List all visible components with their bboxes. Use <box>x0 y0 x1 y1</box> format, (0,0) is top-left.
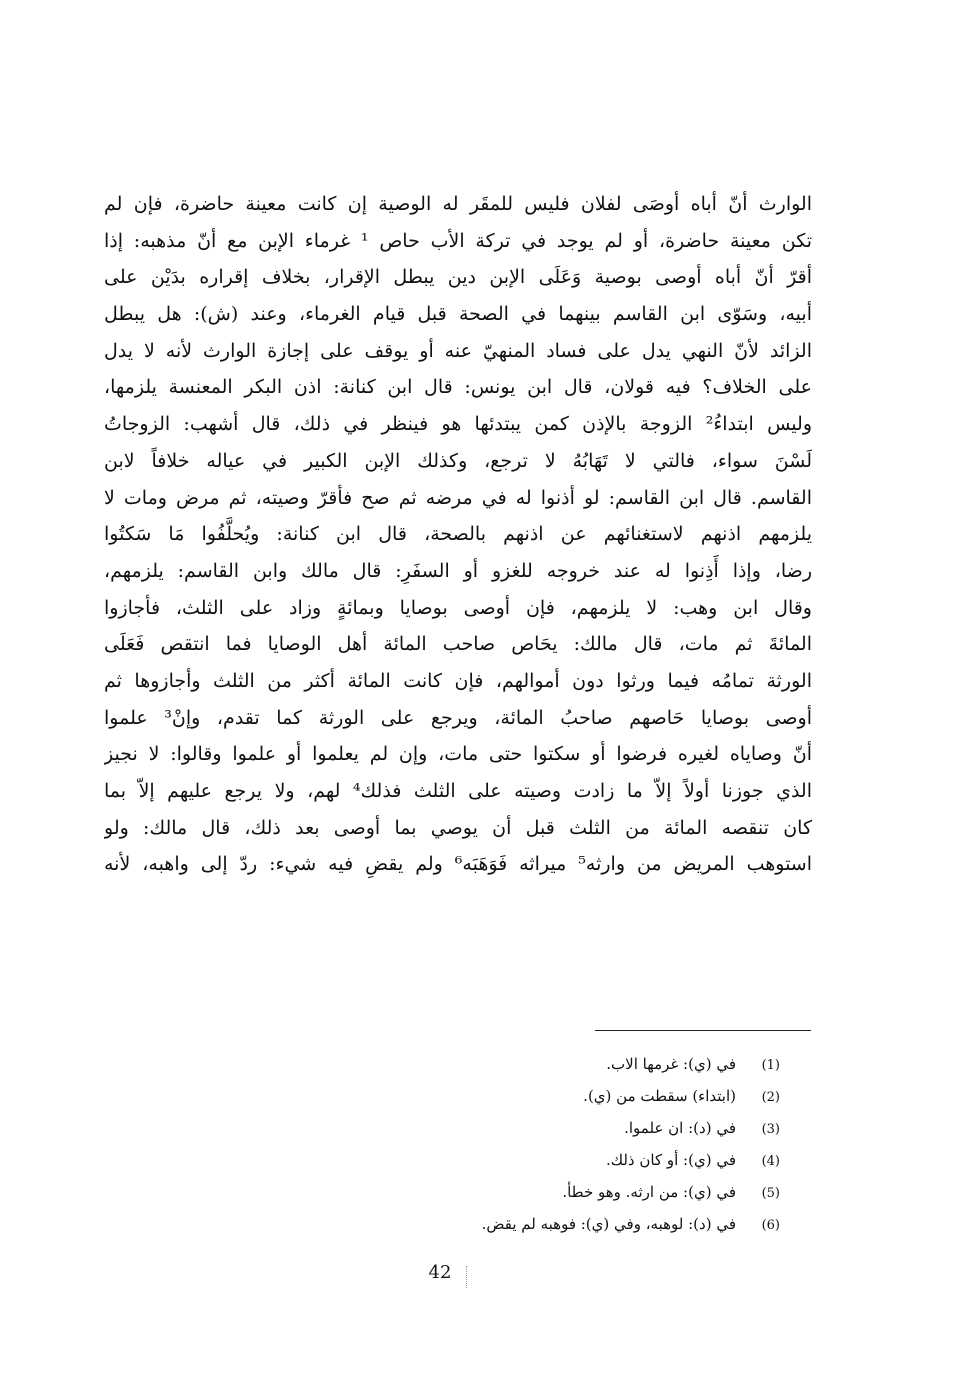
text-line: رضا، وإذا أَذِنوا له عند خروجه للغزو أو السفَرِ: قال مالك وابن القاسم: يلزمهم، <box>104 559 812 582</box>
footnote <box>380 1176 780 1208</box>
text-line: استوهب المريض من وارثه⁵ ميراثه فَوَهَبَه⁶ ولم يقضِ فيه شيء: ردّ إلى واهبه، لأنه <box>104 853 812 876</box>
text-line: أنّ وصاياه لغيره فرضوا أو سكتوا حتى مات، وإن لم يعلموا أو علموا وقالوا: لا نجيز <box>104 743 812 766</box>
text-line: المائةَ ثم مات، قال مالك: يحَاص صاحب المائة أهل الوصايا فما انتقص فَعَلَى <box>104 633 812 656</box>
footnote <box>380 1080 780 1112</box>
text-line: الذي جوزنا أولاً إلاّ ما زادت وصيته على الثلث فذلك⁴ لهم، ولا يرجع عليهم إلاّ بما <box>104 780 812 802</box>
footnote <box>380 1048 780 1080</box>
text-line: تكن معينة حاضرة، أو لم يوجد في تركة الأب حاص ¹ غرماء الإبن مع أنّ مذهبه: إذا <box>104 229 812 252</box>
text-line: يلزمهم اذنهم لاستغنائهم عن اذنهم بالصحة، قال ابن كنانة: ويُحلَّفُوا مَا سَكتُوا <box>104 523 812 546</box>
footnote-text: في (د): ان علموا. <box>624 1119 736 1137</box>
text-line: القاسم. قال ابن القاسم: لو أذنوا له في مرضه ثم صح فأقرّ وصيته، ثم مرض ومات لا <box>104 486 812 509</box>
footnote-number: (5) <box>761 1186 780 1201</box>
text-line: أقرّ أنّ أباه أوصى بوصية وَعَلَى الإبن دين يبطل الإقرار، بخلاف إقراره بدَيْن على <box>104 266 812 289</box>
text-line: وقال ابن وهب: لا يلزمهم، فإن أوصى بوصايا وبمائةٍ وزاد على الثلث، فأجازوا <box>104 596 812 619</box>
text-line: على الخلاف؟ فيه قولان، قال ابن يونس: قال ابن كنانة: اذن البكر المعنسة يلزمها، <box>104 376 812 399</box>
text-line: الوارث أنّ أباه أوصَى لفلان فليس للمقَر له الوصية إن كانت معينة حاضرة، فإن لم <box>104 193 812 215</box>
footnote-text: في (ي): غرمها الاب. <box>606 1055 736 1073</box>
footnote <box>380 1208 780 1240</box>
text-line: أبيه، وسَوّى ابن القاسم بينهما في الصحة قبل قيام الغرماء، وعند (ش): هل يبطل <box>104 303 812 326</box>
footnote-number: (4) <box>761 1154 780 1169</box>
footnote <box>380 1112 780 1144</box>
footnote-text: (ابتداء) سقطت من (ي). <box>583 1087 736 1105</box>
text-line: أوصى بوصايا حَاصهم صاحبُ المائة، ويرجع على الورثة كما تقدم، وإنْ³ علموا <box>104 706 812 729</box>
footnote-divider <box>595 1030 811 1031</box>
footnote-text: في (ي): أو كان ذلك. <box>605 1151 736 1169</box>
text-line: الورثة تمامُه فيما ورثوا دون أموالهم، فإن كانت المائة أكثر من الثلث وأجازوها ثم <box>104 669 812 692</box>
text-line: وليس ابتداءُ² الزوجة بالإذن كمن يبتدئها هو فينظر في ذلك، قال أشهب: الزوجاتُ <box>104 413 812 436</box>
footnote-text: في (د): لوهبه، وفي (ي): فوهبه لم يقض. <box>481 1215 736 1233</box>
footnotes <box>380 1048 780 1240</box>
main-text <box>104 186 812 883</box>
footnote-text: في (ي): من ارثه. وهو خطأ. <box>562 1183 736 1201</box>
text-line: الزائد لأنّ النهي يدل على فساد المنهيّ عنه أو يوقف على إجازة الوارث لأنه لا يدل <box>104 339 812 362</box>
footnote-number: (3) <box>761 1122 780 1137</box>
footnote-number: (6) <box>761 1218 780 1233</box>
text-line: لَسْنَ سواء، فالتي لا تَهَابُهُ لا ترجع، وكذلك الإبن الكبير في عياله خلافاً لابن <box>104 449 812 472</box>
text-line: كان تنقصه المائة من الثلث قبل أن يوصي بما أوصى بعد ذلك، قال مالك: ولو <box>104 816 812 839</box>
scan-artifact <box>466 1266 467 1288</box>
footnote-number: (2) <box>761 1090 780 1105</box>
footnote-number: (1) <box>761 1058 780 1073</box>
footnote <box>380 1144 780 1176</box>
page-number: 42 <box>428 1262 452 1283</box>
